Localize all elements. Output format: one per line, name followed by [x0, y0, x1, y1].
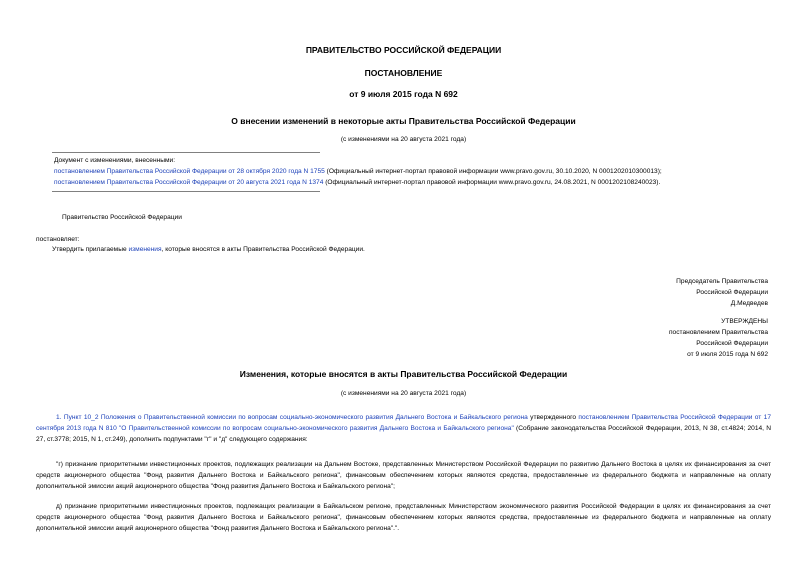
doc-edition: (с изменениями на 20 августа 2021 года): [340, 136, 467, 143]
change-source-2: (Официальный интернет-портал правовой информации www.pravo.gov.ru, 24.08.2021, N 0001202108240023).: [323, 179, 661, 186]
approve-paragraph: [52, 246, 365, 253]
decides-text: постановляет:: [36, 236, 80, 243]
change-link-2[interactable]: постановлением Правительства Российской Федерации от 20 августа 2021 года N 1374: [54, 179, 324, 186]
approval-line-4: от 9 июля 2015 года N 692: [687, 351, 768, 358]
approve-link[interactable]: изменения: [128, 246, 162, 253]
doc-type-heading: ПОСТАНОВЛЕНИЕ: [364, 68, 443, 78]
annex-edition: (с изменениями на 20 августа 2021 года): [340, 390, 467, 397]
divider-top: [52, 152, 320, 153]
approval-line-1: УТВЕРЖДЕНЫ: [721, 318, 768, 325]
annex-link-clause[interactable]: 1. Пункт 10_2 Положения о Правительственной комиссии по вопросам социально-экономического развития Дальнего Востока и Байкальского региона: [56, 414, 528, 421]
annex-link-resolution[interactable]: постановлением Правительства Российской Федерации от 17 сентября 2013 года N 810 "О Правительственной комиссии по вопросам социально-экономического развития Дальнего Востока и Байкальского региона": [36, 414, 771, 432]
doc-title: О внесении изменений в некоторые акты Правительства Российской Федерации: [231, 116, 576, 126]
doc-date-number: от 9 июля 2015 года N 692: [349, 89, 458, 99]
change-source-1: (Официальный интернет-портал правовой информации www.pravo.gov.ru, 30.10.2020, N 0001202010300013);: [324, 168, 662, 175]
change-item: [54, 166, 662, 177]
approval-line-2: постановлением Правительства: [668, 329, 768, 336]
approval-line-3: Российской Федерации: [696, 340, 768, 347]
divider-bottom: [52, 191, 320, 192]
annex-text-2: (Собрание законодательства Российской Федерации, 2013, N 38, ст.4824; 2014, N 27, ст.3778; 2015, N 1, ст.249), дополнить подпунктами "г" и "д" следующего содержания:: [36, 425, 771, 443]
annex-paragraph-1: [36, 412, 771, 445]
government-subject: Правительство Российской Федерации: [62, 214, 182, 221]
signature-line-1: Председатель Правительства: [676, 278, 768, 285]
signature-block: [676, 276, 768, 309]
approval-block: [669, 316, 768, 360]
annex-text-1: утвержденного: [527, 414, 579, 421]
signature-line-2: Российской Федерации: [696, 289, 768, 296]
approve-suffix: , которые вносятся в акты Правительства Российской Федерации.: [161, 246, 365, 253]
changes-intro: Документ с изменениями, внесенными:: [54, 157, 176, 164]
annex-paragraph-2: "г) признание приоритетными инвестиционных проектов, подлежащих реализации на Дальнем Востоке, представленных Министерством Российской Федерации по развитию Дальнего Востока в целях их финансирования за счет средств акционерного общества "Фонд развития Дальнего Востока и Байкальского региона", финансовым обеспечением которых являются средства, предоставленные из федерального бюджета и направленные на оплату дополнительной эмиссии акций акционерного общества "Фонд развития Дальнего Востока и Байкальского региона";: [36, 461, 771, 490]
annex-title: Изменения, которые вносятся в акты Правительства Российской Федерации: [239, 369, 568, 379]
change-link-1[interactable]: постановлением Правительства Российской Федерации от 28 октября 2020 года N 1755: [54, 168, 325, 175]
changes-box: [54, 155, 662, 188]
annex-paragraph-3: д) признание приоритетными инвестиционных проектов, подлежащих реализации в Байкальском регионе, представленных Министерством экономического развития Российской Федерации в целях их финансирования за счет средств акционерного общества "Фонд развития Дальнего Востока и Байкальского региона", финансовым обеспечением которых являются средства, предоставленные из федерального бюджета и направленные на оплату дополнительной эмиссии акций акционерного общества "Фонд развития Дальнего Востока и Байкальского региона".".: [36, 503, 771, 532]
signature-line-3: Д.Медведев: [730, 300, 768, 307]
change-item: [54, 177, 662, 188]
government-heading: ПРАВИТЕЛЬСТВО РОССИЙСКОЙ ФЕДЕРАЦИИ: [305, 45, 502, 55]
approve-prefix: Утвердить прилагаемые: [52, 246, 129, 253]
